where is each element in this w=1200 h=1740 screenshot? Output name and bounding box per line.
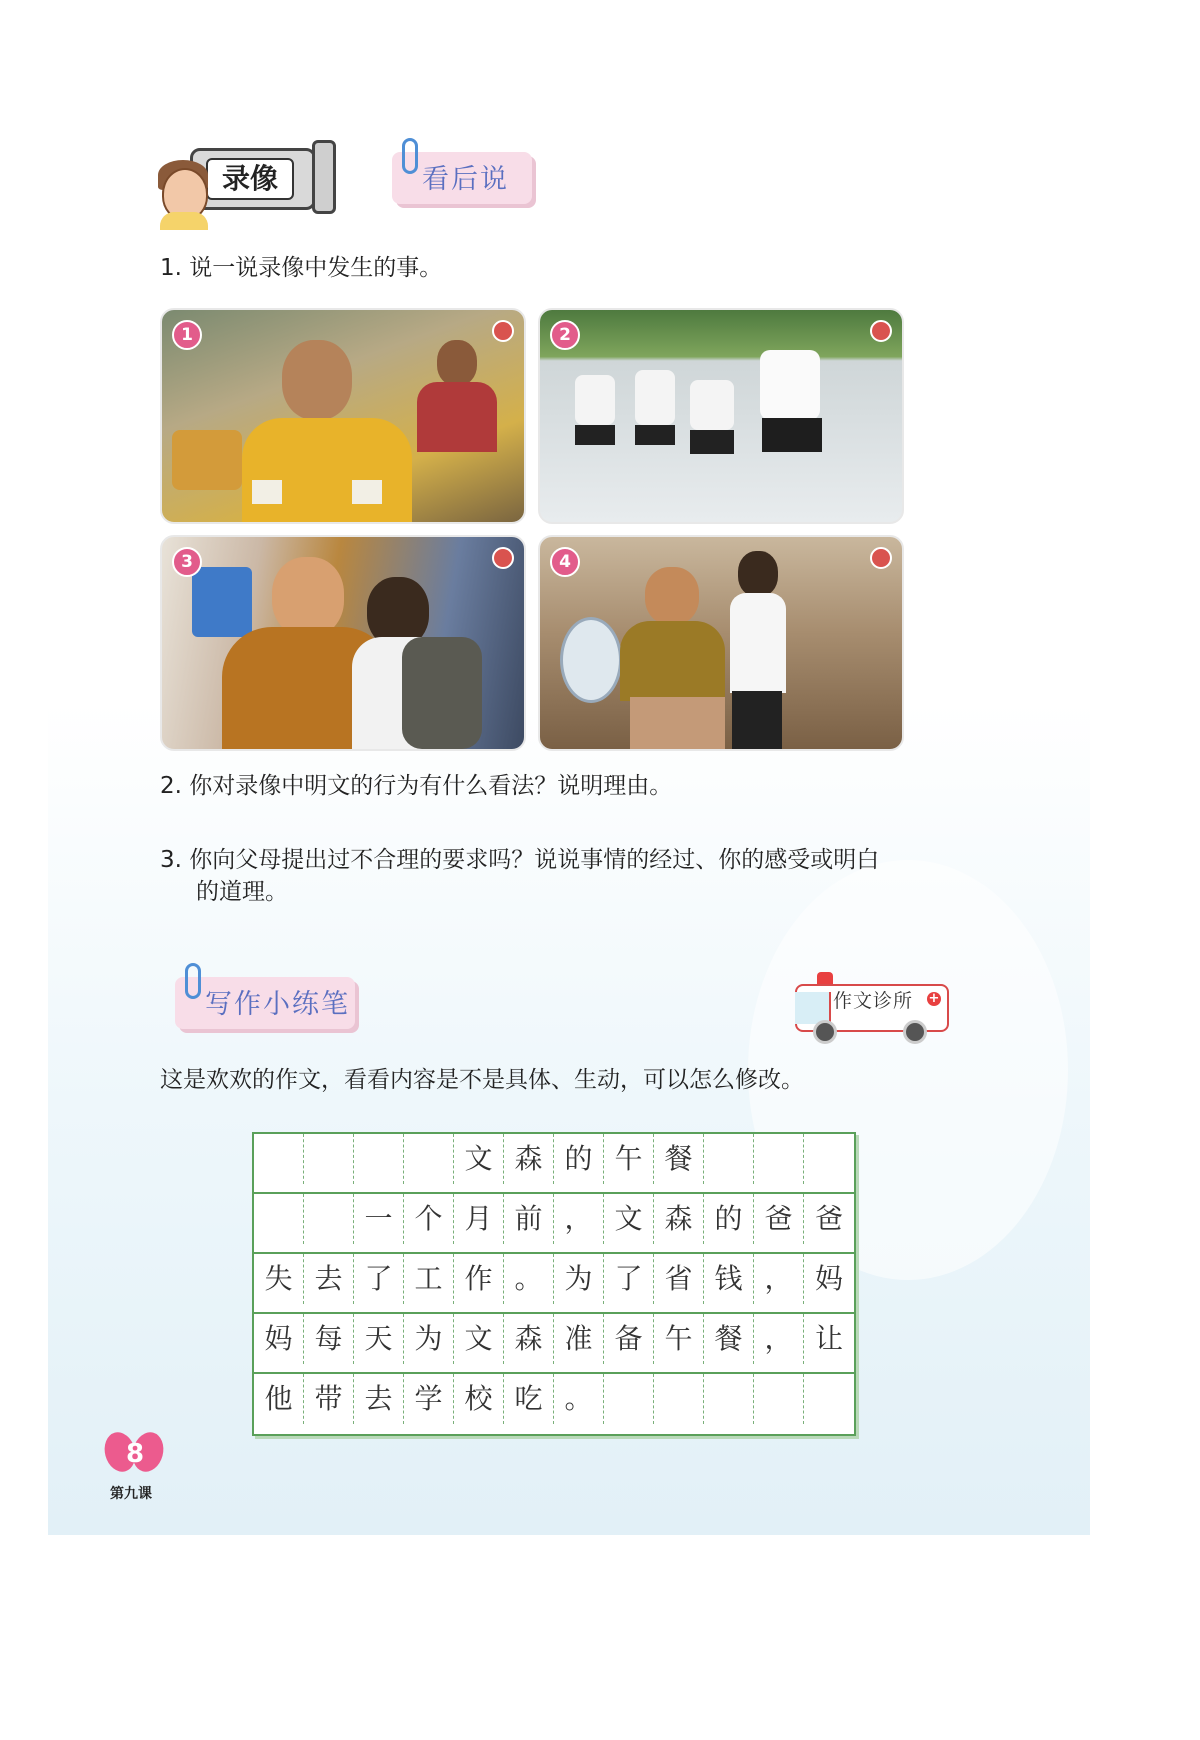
grid-cell: 妈 <box>254 1314 304 1364</box>
siren-icon <box>817 972 833 984</box>
video-label: 录像 <box>206 158 294 200</box>
grid-cell: 学 <box>404 1374 454 1424</box>
grid-cell: 爸 <box>814 1202 843 1235</box>
grid-cell <box>754 1134 804 1184</box>
runner-boy <box>760 350 820 420</box>
grid-cell: 午 <box>654 1314 704 1364</box>
grid-cell: 森 <box>504 1314 554 1364</box>
grid-cell: 备 <box>604 1314 654 1364</box>
grid-cell <box>604 1374 654 1424</box>
grid-cell <box>354 1134 404 1184</box>
page-number-badge <box>105 1432 165 1480</box>
photo-4 <box>538 535 904 751</box>
grid-cell: 天 <box>354 1314 404 1364</box>
grid-cell: ， <box>754 1314 804 1364</box>
wheel-icon <box>813 1020 837 1044</box>
photo-number-badge: 2 <box>550 320 580 350</box>
question-3 <box>160 844 980 908</box>
grid-cell: 了 <box>604 1254 654 1304</box>
writing-grid <box>252 1132 856 1436</box>
wheel-icon <box>903 1020 927 1044</box>
boy-shorts <box>732 691 782 749</box>
camera-lens-icon <box>312 140 336 214</box>
grid-cell: 餐 <box>704 1314 754 1364</box>
money-note <box>252 480 282 504</box>
grid-cell <box>704 1134 754 1184</box>
grid-cell <box>654 1374 704 1424</box>
grid-cell <box>404 1134 454 1184</box>
grid-row <box>254 1192 854 1244</box>
runner-boy <box>575 375 615 425</box>
question-3-line-2: 的道理。 <box>196 879 288 905</box>
grid-cell: 一 <box>354 1194 404 1244</box>
corner-stamp-icon <box>870 320 892 342</box>
grid-cell: 森 <box>654 1194 704 1244</box>
video-badge <box>160 138 330 228</box>
grid-cell: 爸 <box>754 1194 804 1244</box>
grid-cell: 妈 <box>814 1262 843 1295</box>
paperclip-icon <box>402 138 418 174</box>
writing-tag-label: 写作小练笔 <box>205 989 350 1020</box>
runner-shorts <box>762 418 822 452</box>
grid-cell: 他 <box>254 1374 304 1424</box>
grid-row <box>254 1252 854 1304</box>
question-1: 1. 说一说录像中发生的事。 <box>160 255 443 281</box>
grid-cell: 带 <box>304 1374 354 1424</box>
page-number: 8 <box>125 1439 145 1469</box>
runner-boy <box>690 380 734 430</box>
grid-cell <box>254 1194 304 1244</box>
corner-stamp-icon <box>492 320 514 342</box>
essay-clinic-badge <box>795 970 955 1042</box>
father-head <box>272 557 344 637</box>
grid-cell: 工 <box>404 1254 454 1304</box>
girl-body <box>160 212 208 230</box>
tin-can <box>172 430 242 490</box>
paperclip-icon <box>185 963 201 999</box>
grid-cell <box>254 1134 304 1184</box>
photo-3 <box>160 535 526 751</box>
grid-cell <box>704 1374 754 1424</box>
photo-number-badge: 4 <box>550 547 580 577</box>
runner-shorts <box>635 425 675 445</box>
corner-stamp-icon <box>870 547 892 569</box>
grid-cell <box>304 1134 354 1184</box>
corner-stamp-icon <box>492 547 514 569</box>
grid-cell: 去 <box>354 1374 404 1424</box>
photo-number-badge: 1 <box>172 320 202 350</box>
runner-shorts <box>575 425 615 445</box>
grid-cell <box>804 1134 854 1184</box>
photo-number-badge: 3 <box>172 547 202 577</box>
grid-cell: 。 <box>504 1254 554 1304</box>
question-2: 2. 你对录像中明文的行为有什么看法？说明理由。 <box>160 773 673 799</box>
boy-shirt <box>730 593 786 693</box>
boy-head <box>282 340 352 420</box>
grid-cell <box>754 1374 804 1424</box>
grid-cell: 文 <box>454 1134 504 1184</box>
grid-row <box>254 1312 854 1364</box>
grid-cell: 月 <box>454 1194 504 1244</box>
blue-basket <box>192 567 252 637</box>
boy-shirt <box>242 418 412 522</box>
grid-cell: 午 <box>604 1134 654 1184</box>
grid-cell: 文 <box>604 1194 654 1244</box>
grid-cell: 钱 <box>704 1254 754 1304</box>
grid-cell: 吃 <box>504 1374 554 1424</box>
grid-cell: 。 <box>554 1374 604 1424</box>
electric-fan <box>560 617 622 703</box>
father-legs <box>630 697 725 749</box>
grid-cell: 前 <box>504 1194 554 1244</box>
grid-row <box>254 1134 854 1184</box>
father-head <box>645 567 699 625</box>
grid-cell: 了 <box>354 1254 404 1304</box>
photo-1 <box>160 308 526 524</box>
grid-cell: 为 <box>554 1254 604 1304</box>
red-cross-icon: + <box>928 991 940 1006</box>
grid-cell: 文 <box>454 1314 504 1364</box>
writing-practice-tag <box>175 977 355 1029</box>
grid-cell <box>304 1194 354 1244</box>
school-bag <box>402 637 482 749</box>
grid-cell: 让 <box>814 1322 843 1355</box>
grid-cell: 作 <box>454 1254 504 1304</box>
grid-cell <box>804 1374 854 1424</box>
grid-cell: 的 <box>554 1134 604 1184</box>
question-3-line-1: 3. 你向父母提出过不合理的要求吗？说说事情的经过、你的感受或明白 <box>160 847 880 873</box>
grid-cell: 的 <box>704 1194 754 1244</box>
grid-cell: 为 <box>404 1314 454 1364</box>
father-shirt <box>620 621 725 701</box>
grid-cell: ， <box>754 1254 804 1304</box>
photo-2 <box>538 308 904 524</box>
watch-tag-label: 看后说 <box>422 164 509 195</box>
runner-boy <box>635 370 675 425</box>
grid-cell: 餐 <box>654 1134 704 1184</box>
essay-clinic-label: 作文诊所 <box>833 990 914 1012</box>
lesson-label: 第九课 <box>110 1486 152 1502</box>
grid-cell: 失 <box>254 1254 304 1304</box>
boy-head <box>738 551 778 597</box>
father-shirt <box>417 382 497 452</box>
grid-cell: ， <box>554 1194 604 1244</box>
money-note <box>352 480 382 504</box>
grid-cell: 森 <box>504 1134 554 1184</box>
grid-cell: 去 <box>304 1254 354 1304</box>
grid-cell: 校 <box>454 1374 504 1424</box>
grid-cell: 省 <box>654 1254 704 1304</box>
watch-and-speak-tag <box>392 152 532 204</box>
grid-row <box>254 1372 854 1424</box>
runner-shorts <box>690 430 734 454</box>
father-head <box>437 340 477 386</box>
grid-cell: 每 <box>304 1314 354 1364</box>
grid-cell: 个 <box>404 1194 454 1244</box>
writing-intro: 这是欢欢的作文，看看内容是不是具体、生动，可以怎么修改。 <box>160 1067 804 1093</box>
grid-cell: 准 <box>554 1314 604 1364</box>
